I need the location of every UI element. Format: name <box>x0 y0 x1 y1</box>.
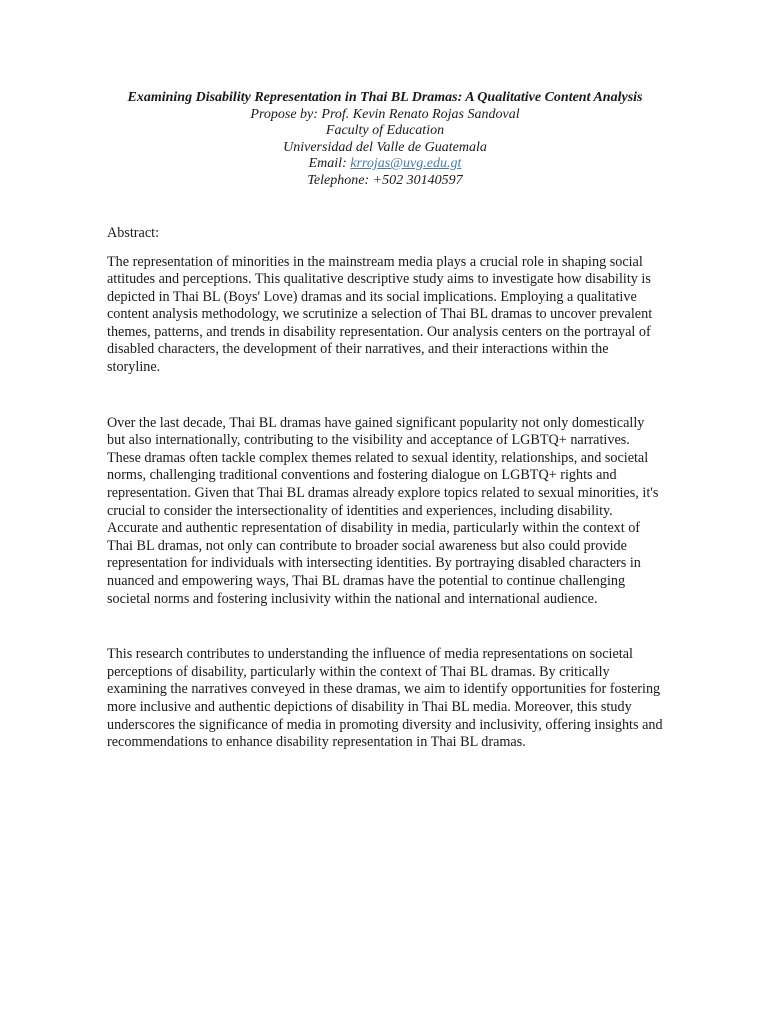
faculty-line: Faculty of Education <box>325 123 445 138</box>
email-label: Email: <box>308 156 351 171</box>
telephone-line: Telephone: +502 30140597 <box>307 172 463 188</box>
document-page <box>107 90 663 752</box>
email-link[interactable]: krrojas@uvg.edu.gt <box>350 156 462 171</box>
abstract-paragraph-1: The representation of minorities in the mainstream media plays a crucial role in shaping social attitudes and perceptions. This qualitative descriptive study aims to investigate how disability is depicted in Thai BL (Boys' Love) dramas and its social implications. Employing a qualitative content analysis methodology, we scrutinize a selection of Thai BL dramas to uncover prevalent themes, patterns, and trends in disability representation. Our analysis centers on the portrayal of disabled characters, the development of their narratives, and their interactions within the storyline. <box>107 253 653 376</box>
proposer-line: Propose by: Prof. Kevin Renato Rojas Sandoval <box>250 106 520 122</box>
email-line <box>107 156 663 173</box>
abstract-paragraph-2: Over the last decade, Thai BL dramas have gained significant popularity not only domestically but also internationally, contributing to the visibility and acceptance of LGBTQ+ narratives. These dramas often tackle complex themes related to sexual identity, relationships, and societal norms, challenging traditional conventions and fostering dialogue on LGBTQ+ rights and representation. Given that Thai BL dramas already explore topics related to sexual minorities, it's crucial to consider the intersectionality of identities and experiences, including disability. Accurate and authentic representation of disability in media, particularly within the context of Thai BL dramas, not only can contribute to broader social awareness but also could provide representation for individuals with intersecting identities. By portraying disabled characters in nuanced and empowering ways, Thai BL dramas have the potential to continue challenging societal norms and fostering inclusivity within the national and international audience. <box>107 414 659 607</box>
university-line: Universidad del Valle de Guatemala <box>283 139 487 155</box>
abstract-heading: Abstract: <box>107 225 160 241</box>
document-title: Examining Disability Representation in Thai BL Dramas: A Qualitative Content Analysis <box>127 90 643 105</box>
abstract-paragraph-3: This research contributes to understanding the influence of media representations on societal perceptions of disability, particularly within the context of Thai BL dramas. By critically examining the narratives conveyed in these dramas, we aim to identify opportunities for fostering more inclusive and authentic depictions of disability in Thai BL media. Moreover, this study underscores the significance of media in promoting diversity and inclusivity, offering insights and recommendations to enhance disability representation in Thai BL dramas. <box>107 646 663 751</box>
document-header <box>107 90 663 189</box>
